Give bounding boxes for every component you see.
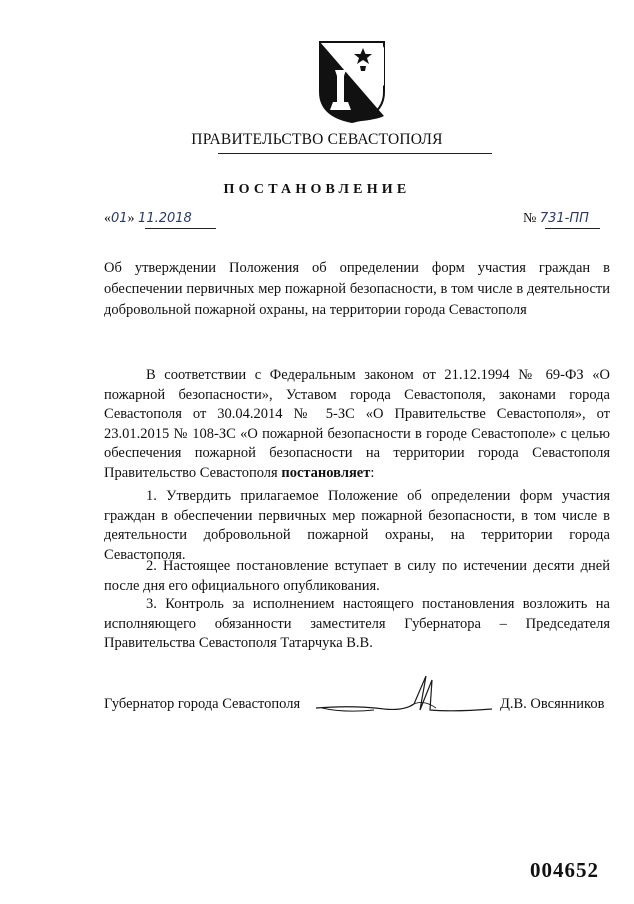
intro-paragraph bbox=[104, 366, 610, 483]
date-day: 01 bbox=[111, 211, 128, 226]
document-number bbox=[523, 211, 589, 227]
document-date bbox=[104, 211, 219, 227]
intro-text: В соответствии с Федеральным законом от 21.12.1994 № 69-ФЗ «О пожарной безопасности», Уставом города Севастополя, законами города Севастополя от 30.04.2014 № 5-ЗС «О Правительстве Севастополя», от 23.01.2015 № 108-ЗС «О пожарной безопасности в городе Севастополе» с целью обеспечения пожарной безопасности на территории города Севастополя Правительство Севастополя bbox=[104, 367, 610, 481]
date-close-quote: » bbox=[127, 211, 135, 226]
signatory-name: Д.В. Овсянников bbox=[500, 696, 605, 712]
paragraph-item: 3. Контроль за исполнением настоящего постановления возложить на исполняющего обязанности заместителя Губернатора – Председателя Правительства Севастополя Татарчука В.В. bbox=[104, 596, 610, 651]
date-underline bbox=[145, 228, 216, 229]
intro-end: : bbox=[370, 464, 375, 481]
document-title: Об утверждении Положения об определении форм участия граждан в обеспечении первичных мер пожарной безопасности, в том числе в деятельности добровольной пожарной охраны, на территории города Севастополя bbox=[104, 260, 610, 318]
paragraph-item: 2. Настоящее постановление вступает в силу по истечении десяти дней после дня его официального опубликования. bbox=[104, 558, 610, 594]
date-open-quote: « bbox=[104, 211, 111, 226]
serial-number: 004652 bbox=[530, 858, 599, 882]
number-label: № bbox=[523, 211, 537, 226]
coat-of-arms-emblem bbox=[318, 40, 386, 124]
paragraph-item: 1. Утвердить прилагаемое Положение об определении форм участия граждан в обеспечении первичных мер пожарной безопасности, в том числе в деятельности добровольной пожарной охраны, на территории города Севастополя. bbox=[104, 488, 610, 563]
handwritten-signature bbox=[314, 672, 494, 718]
number-underline bbox=[545, 228, 600, 229]
organization-name: ПРАВИТЕЛЬСТВО СЕВАСТОПОЛЯ bbox=[191, 131, 443, 148]
signatory-position: Губернатор города Севастополя bbox=[104, 696, 301, 712]
organization-divider bbox=[218, 153, 492, 154]
date-month-year: 11.2018 bbox=[138, 211, 192, 226]
document-type-heading: ПОСТАНОВЛЕНИЕ bbox=[223, 182, 411, 197]
intro-bold: постановляет bbox=[281, 464, 371, 481]
number-value: 731-ПП bbox=[539, 211, 589, 226]
